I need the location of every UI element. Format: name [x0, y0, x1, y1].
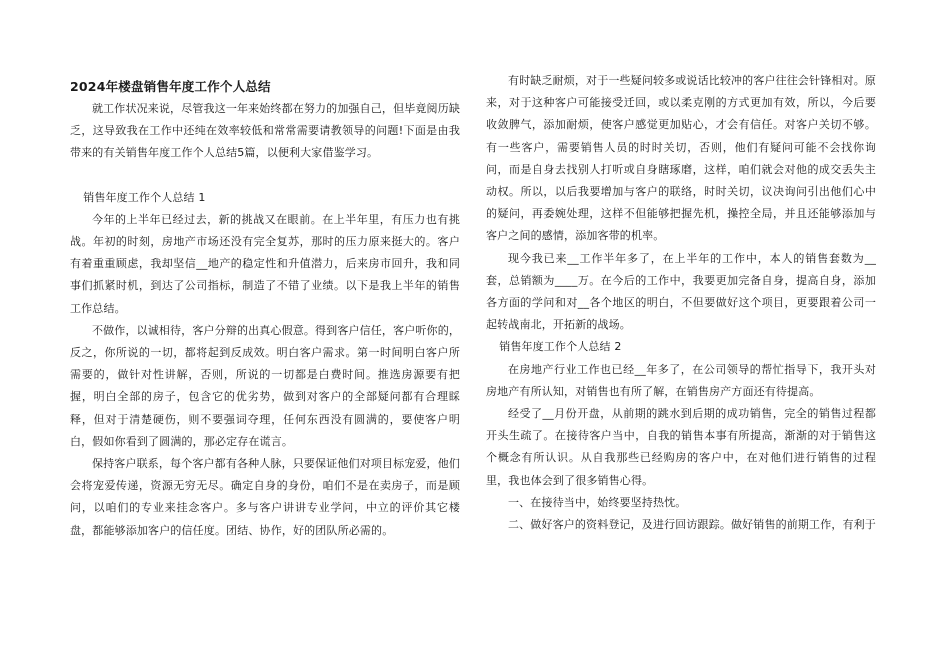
section-1-heading: 销售年度工作个人总结 1	[83, 190, 206, 204]
right-column	[486, 70, 876, 536]
section-1-paragraph-2: 不做作，以诚相待，客户分辩的出真心假意。得到客户信任，客户听你的，反之，你所说的一切，都将起到反成效。明白客户需求。第一时间明白客户所需要的，做针对性讲解，否则，所说的一切都是白费时间。推选房源要有把握，明白全部的房子，包含它的优劣势，做到对客户的全部疑问都有合理睬释，但对于清楚硬伤，则不要强词夺理，任何东西没有圆满的，要使客户明白，假如你看到了圆满的，那必定存在谎言。	[70, 323, 460, 448]
section-1-paragraph-3: 保持客户联系，每个客户都有各种人脉，只要保证他们对项目标宠爱，他们会将宠爱传递，资源无穷无尽。确定自身的身份，咱们不是在卖房子，而是顾问，以咱们的专业来挂念客户。多与客户讲讲专业学问，中立的评价其它楼盘，都能够添加客户的信任度。团结、协作，好的团队所必需的。	[70, 457, 460, 537]
section-1-paragraph-4: 有时缺乏耐烦，对于一些疑问较多或说话比较冲的客户往往会针锋相对。原来，对于这种客户可能接受迁回，或以柔克刚的方式更加有效，所以，今后要收敛脾气，添加耐烦，使客户感觉更加贴心，才会有信任。对客户关切不够。有一些客户，需要销售人员的时时关切，否则，他们有疑问可能不会找你询问，而是自身去找别人打听或自身瞎琢磨，这样，咱们就会对他的成交丢失主动权。所以，以后我要增加与客户的联络，时时关切，议决询问引出他们心中的疑问，再委婉处理，这样不但能够把握先机，操控全局，并且还能够添加与客户之间的感情，添加客带的机率。	[486, 74, 876, 243]
document-title: 2024年楼盘销售年度工作个人总结	[70, 79, 271, 94]
section-2-heading: 销售年度工作个人总结 2	[499, 340, 622, 354]
paragraph-gap	[70, 165, 460, 187]
section-2-paragraph-2: 经受了__月份开盘，从前期的跳水到后期的成功销售，完全的销售过程都开头生疏了。在接待客户当中，自我的销售本事有所提高，渐渐的对于销售这个概念有所认识。从自我那些已经购房的客户中，在对他们进行销售的过程里，我也体会到了很多销售心得。	[486, 407, 876, 487]
section-2-list-item-1: 一、在接待当中，始终要坚持热忱。	[508, 495, 687, 509]
section-2-list-item-2: 二、做好客户的资料登记，及进行回访跟踪。做好销售的前期工作，有利于	[508, 518, 876, 532]
section-2-paragraph-1: 在房地产行业工作也已经__年多了，在公司领导的帮忙指导下，我开头对房地产有所认知，对销售也有所了解，在销售房产方面还有待提高。	[486, 362, 876, 398]
section-1-paragraph-5: 现今我已来__工作半年多了，在上半年的工作中，本人的销售套数为__套，总销额为____万。在今后的工作中，我要更加完备自身，提高自身，添加各方面的学问和对__各个地区的明白，不但要做好这个项目，更要跟着公司一起转战南北，开拓新的战场。	[486, 251, 876, 332]
left-column	[70, 70, 460, 542]
section-1-paragraph-1: 今年的上半年已经过去，新的挑战又在眼前。在上半年里，有压力也有挑战。年初的时刻，房地产市场还没有完全复苏，那时的压力原来挺大的。客户有着重重顾虑，我却坚信__地产的稳定性和升值潜力，后来房市回升，我和同事们抓紧时机，到达了公司指标，制造了不错了业绩。以下是我上半年的销售工作总结。	[70, 212, 460, 315]
intro-paragraph: 就工作状况来说，尽管我这一年来始终都在努力的加强自己，但毕竟阅历缺乏，这导致我在工作中还纯在效率较低和常常需要请教领导的问题!下面是由我带来的有关销售年度工作个人总结5篇，以便利大家借鉴学习。	[70, 102, 460, 160]
